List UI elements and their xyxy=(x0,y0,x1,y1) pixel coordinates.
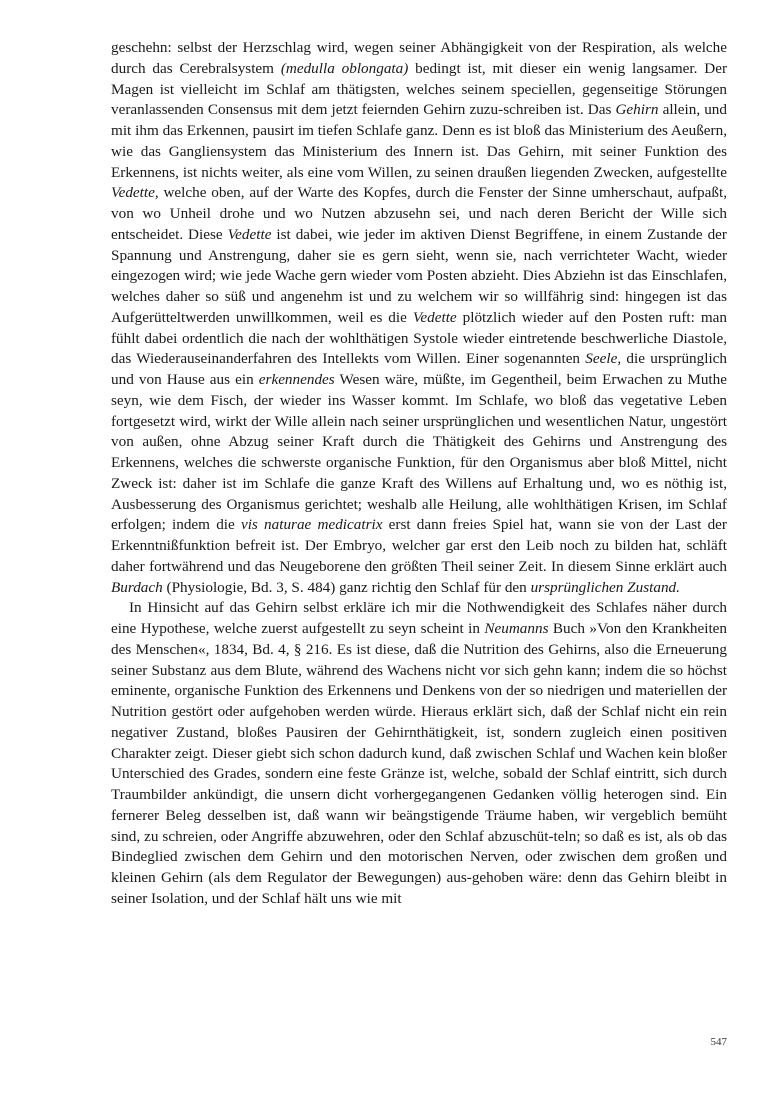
text-run: Wesen wäre, müßte, im Gegentheil, beim Erwachen zu Muthe seyn, wie dem Fisch, der wieder ins Wasser kommt. Im Schlafe, wo bloß das vegetative Leben fortgesetzt wird, wirkt der Wille allein nach seiner ursprünglichen und wesentlichen Natur, ungestört von außen, ohne Abzug seiner Kraft durch die Thätigkeit des Gehirns und Anstrengung des Erkennens, welches die schwerste organische Funktion, für den Organismus aber bloß Mittel, nicht Zweck ist: daher ist im Schlafe die ganze Kraft des Willens auf Erhaltung und, wo es nöthig ist, Ausbesserung des Organismus gerichtet; weshalb alle Heilung, alle wohlthätigen Krisen, im Schlaf erfolgen; indem die xyxy=(111,371,727,534)
text-run: , welche oben, auf der Warte des Kopfes, durch die Fenster der Sinne umherschaut, aufpaßt, von wo Unheil drohe und wo Nutzen abzusehn sei, und nach deren Bericht der Wille sich entscheidet. Diese xyxy=(111,184,727,243)
italic-text: erkennendes xyxy=(258,371,335,388)
text-run: plötzlich wieder auf den Posten ruft: man fühlt dabei ordentlich die nach der wohlthätigen Systole wieder eintretende beschwerliche Diastole, das Wiederauseinanderfahren des Intellekts vom Willen. Einer sogenannten xyxy=(111,308,727,368)
text-run: , die ursprünglich und von Hause aus ein xyxy=(111,350,727,388)
italic-text: Burdach xyxy=(111,578,163,596)
italic-text: Vedette xyxy=(227,225,272,243)
text-run: (Physiologie, Bd. 3, S. 484) ganz richtig den Schlaf für den xyxy=(162,578,531,596)
text-run: In Hinsicht auf das Gehirn selbst erkläre ich mir die Nothwendigkeit des Schlafes näher durch eine Hypothese, welche zuerst aufgestellt zu seyn scheint in xyxy=(111,599,727,637)
text-run: bedingt ist, mit dieser ein wenig langsamer. Der Magen ist vielleicht im Schlaf am thätigsten, welches seinem speciellen, gegenseitige Störungen veranlassenden Consensus mit dem jetzt feiernden Gehirn zuzu-schreiben ist. Das xyxy=(111,59,728,119)
paragraph xyxy=(111,38,727,598)
text-run: ist dabei, wie jeder im aktiven Dienst Begriffene, in einem Zustande der Spannung und Anstrengung, daher sie es gern sieht, wenn sie, nach verrichteter Wacht, wieder eingezogen wird; wie jede Wache gern wieder vom Posten abzieht. Dies Abziehn ist das Einschlafen, welches daher so süß und angenehm ist und zu welchem wir so willfährig sind: hingegen ist das Aufgerütteltwerden unwillkommen, weil es die xyxy=(111,225,727,326)
italic-text: Seele xyxy=(585,350,618,368)
paragraph xyxy=(111,598,727,909)
italic-text: vis naturae medicatrix xyxy=(240,516,383,534)
italic-text: Vedette xyxy=(111,184,155,202)
italic-text: ursprünglichen Zustand. xyxy=(530,578,680,596)
text-run: erst dann freies Spiel hat, wann sie von der Last der Erkenntnißfunktion befreit ist. Der Embryo, welcher gar erst den Leib noch zu bilden hat, schläft daher fortwährend und das Neugeborene den größten Theil seiner Zeit. In diesem Sinne erklärt auch xyxy=(111,516,727,575)
text-run: allein, und mit ihm das Erkennen, pausirt im tiefen Schlafe ganz. Denn es ist bloß das Ministerium des Aeußern, wie das Gangliensystem das Ministerium des Innern ist. Das Gehirn, mit seiner Funktion des Erkennens, ist nichts weiter, als eine vom Willen, zu seinen draußen liegenden Zwecken, aufgestellte xyxy=(111,101,727,181)
italic-text: (medulla oblongata) xyxy=(280,59,409,77)
italic-text: Gehirn xyxy=(615,101,659,119)
text-run: geschehn: selbst der Herzschlag wird, wegen seiner Abhängigkeit von der Respiration, als welche durch das Cerebralsystem xyxy=(111,39,727,77)
text-run: Buch »Von den Krankheiten des Menschen«, 1834, Bd. 4, § 216. Es ist diese, daß die Nutrition des Gehirns, also die Erneuerung seiner Substanz aus dem Blute, während des Wachens nicht vor sich gehn kann; indem die so höchst eminente, organische Funktion des Erkennens und Denkens von der so niedrigen und materiellen der Nutrition gestört oder aufgehoben werden würde. Hieraus erklärt sich, daß der Schlaf nicht ein rein negativer Zustand, bloßes Pausiren der Gehirnthätigkeit, ist, sondern zugleich einen positiven Charakter zeigt. Dieser giebt sich schon dadurch kund, daß zwischen Schlaf und Wachen kein bloßer Unterschied des Grades, sondern eine feste Gränze ist, welche, sobald der Schlaf eintritt, sich durch Traumbilder ankündigt, die unsern dicht vorhergegangenen Gedanken völlig heterogen sind. Ein fernerer Beleg desselben ist, daß wann wir beängstigende Träume haben, wir vergeblich bemüht sind, zu schreien, oder Angriffe abzuwehren, oder den Schlaf abzuschüt-teln; so daß es ist, als ob das Bindeglied zwischen dem Gehirn und den motorischen Nerven, oder zwischen dem großen und kleinen Gehirn (als dem Regulator der Bewegungen) aus-gehoben wäre: denn das Gehirn bleibt in seiner Isolation, und der Schlaf hält uns wie mit xyxy=(111,620,728,907)
page-number: 547 xyxy=(710,1036,727,1048)
italic-text: Vedette xyxy=(412,308,457,326)
italic-text: Neumanns xyxy=(484,620,549,637)
page-body xyxy=(111,38,727,910)
